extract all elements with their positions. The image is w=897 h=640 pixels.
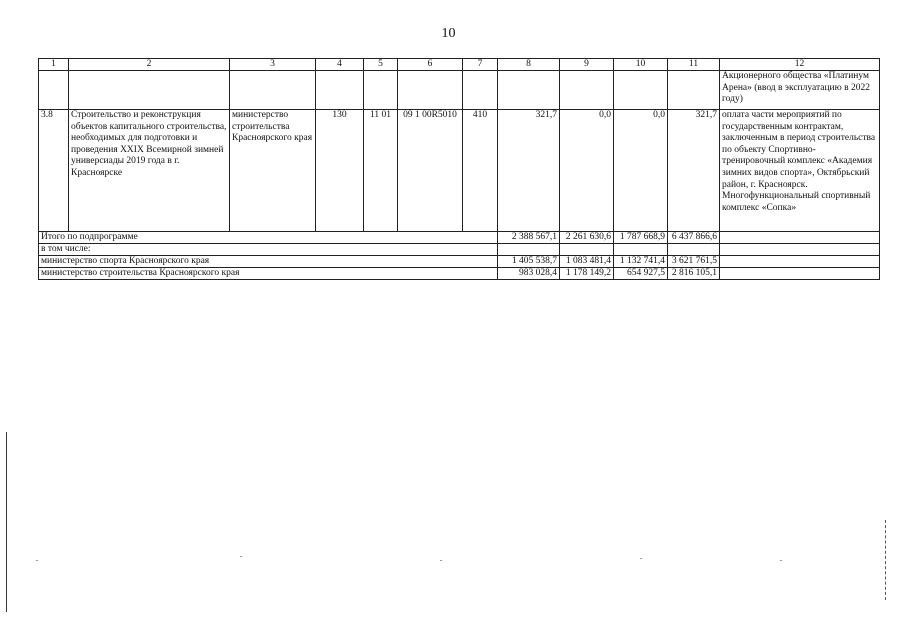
summary-year3: 1 132 741,4 <box>614 256 668 268</box>
summary-year3: 654 927,5 <box>614 268 668 280</box>
summary-year1 <box>498 244 560 256</box>
summary-label: министерство строительства Красноярского края <box>39 268 498 280</box>
summary-label: в том числе: <box>39 244 498 256</box>
scan-speck <box>36 560 38 561</box>
summary-year1: 2 388 567,1 <box>498 232 560 244</box>
scan-speck <box>780 560 782 561</box>
expected-result: оплата части мероприятий по государственным контрактам, заключенным в период строительства по объекту Спортивно-тренировочный комплекс «Академия зимних видов спорта», Октябрьский район, г. Красноярск. Многофункциональный спортивный комплекс «Сопка» <box>720 110 880 232</box>
responsible-ministry: министерство строительства Красноярского края <box>230 110 316 232</box>
summary-year2: 1 178 149,2 <box>560 268 614 280</box>
col-num-6: 6 <box>398 59 463 71</box>
page-number: 10 <box>441 26 456 41</box>
year1-value: 321,7 <box>498 110 560 232</box>
csr-code: 09 1 00R5010 <box>398 110 463 232</box>
col-num-8: 8 <box>498 59 560 71</box>
scan-edge-line <box>6 432 7 612</box>
col-num-10: 10 <box>614 59 668 71</box>
continuation-row <box>39 71 880 110</box>
column-number-row <box>39 59 880 71</box>
summary-row <box>39 232 880 244</box>
summary-year3 <box>614 244 668 256</box>
col-num-4: 4 <box>316 59 364 71</box>
col-num-1: 1 <box>39 59 69 71</box>
scan-speck <box>440 560 442 561</box>
summary-row <box>39 268 880 280</box>
summary-row <box>39 256 880 268</box>
summary-total: 6 437 866,6 <box>668 232 720 244</box>
summary-year2: 1 083 481,4 <box>560 256 614 268</box>
summary-label: Итого по подпрограмме <box>39 232 498 244</box>
col-num-5: 5 <box>364 59 398 71</box>
summary-year2 <box>560 244 614 256</box>
col-num-11: 11 <box>668 59 720 71</box>
summary-total <box>668 244 720 256</box>
grbs-code: 130 <box>316 110 364 232</box>
col-num-3: 3 <box>230 59 316 71</box>
col-num-2: 2 <box>69 59 230 71</box>
total-value: 321,7 <box>668 110 720 232</box>
continuation-note: Акционерного общества «Платинум Арена» (ввод в эксплуатацию в 2022 году) <box>720 71 880 110</box>
col-num-12: 12 <box>720 59 880 71</box>
activity-name: Строительство и реконструкция объектов капитального строительства, необходимых для подготовки и проведения XXIX Всемирной зимней универсиады 2019 года в г. Красноярске <box>69 110 230 232</box>
summary-row <box>39 244 880 256</box>
col-num-9: 9 <box>560 59 614 71</box>
summary-year1: 1 405 538,7 <box>498 256 560 268</box>
summary-year3: 1 787 668,9 <box>614 232 668 244</box>
year3-value: 0,0 <box>614 110 668 232</box>
summary-year1: 983 028,4 <box>498 268 560 280</box>
scan-speck <box>240 556 242 557</box>
table-row <box>39 110 880 232</box>
program-table <box>38 58 880 280</box>
year2-value: 0,0 <box>560 110 614 232</box>
summary-total: 2 816 105,1 <box>668 268 720 280</box>
summary-label: министерство спорта Красноярского края <box>39 256 498 268</box>
scan-speck <box>640 558 642 559</box>
summary-total: 3 621 761,5 <box>668 256 720 268</box>
row-number: 3.8 <box>39 110 69 232</box>
summary-year2: 2 261 630,6 <box>560 232 614 244</box>
scan-edge-marks <box>885 520 888 600</box>
col-num-7: 7 <box>463 59 498 71</box>
vr-code: 410 <box>463 110 498 232</box>
rzpr-code: 11 01 <box>364 110 398 232</box>
